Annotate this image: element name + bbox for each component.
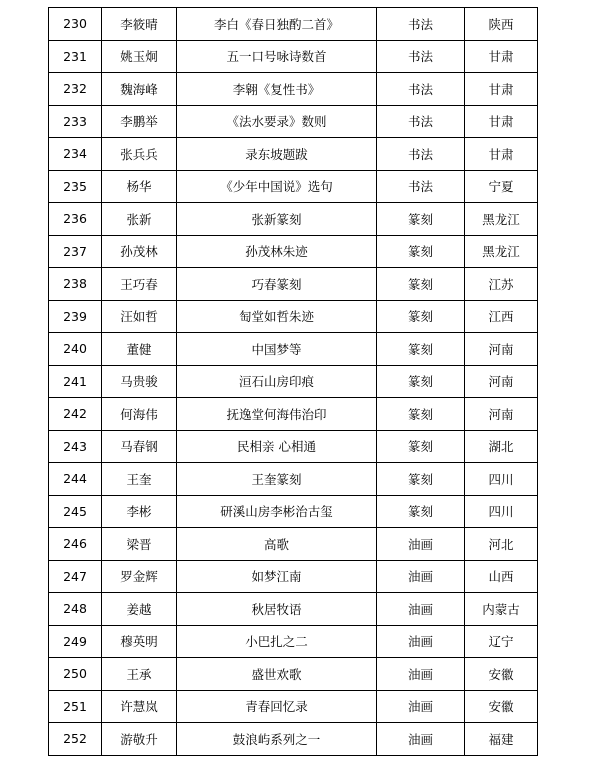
cell-number: 234 (49, 138, 102, 171)
table-row (49, 723, 538, 756)
cell-number: 251 (49, 690, 102, 723)
cell-name: 梁晋 (102, 528, 177, 561)
cell-name: 马贵骏 (102, 365, 177, 398)
cell-category: 书法 (377, 8, 465, 41)
cell-province: 甘肃 (465, 105, 538, 138)
table-row (49, 333, 538, 366)
cell-category: 书法 (377, 40, 465, 73)
cell-name: 孙茂林 (102, 235, 177, 268)
cell-province: 甘肃 (465, 40, 538, 73)
cell-category: 书法 (377, 105, 465, 138)
cell-title: 抚逸堂何海伟治印 (177, 398, 377, 431)
cell-province: 河北 (465, 528, 538, 561)
cell-category: 篆刻 (377, 235, 465, 268)
cell-name: 王承 (102, 658, 177, 691)
cell-category: 油画 (377, 560, 465, 593)
cell-title: 张新篆刻 (177, 203, 377, 236)
cell-category: 油画 (377, 658, 465, 691)
cell-title: 如梦江南 (177, 560, 377, 593)
cell-province: 河南 (465, 365, 538, 398)
cell-province: 辽宁 (465, 625, 538, 658)
cell-name: 董健 (102, 333, 177, 366)
cell-title: 巧春篆刻 (177, 268, 377, 301)
cell-title: 匋堂如哲朱迹 (177, 300, 377, 333)
cell-number: 246 (49, 528, 102, 561)
cell-category: 篆刻 (377, 495, 465, 528)
cell-title: 五一口号咏诗数首 (177, 40, 377, 73)
cell-province: 安徽 (465, 658, 538, 691)
cell-title: 王奎篆刻 (177, 463, 377, 496)
cell-province: 江西 (465, 300, 538, 333)
cell-name: 张兵兵 (102, 138, 177, 171)
cell-title: 青春回忆录 (177, 690, 377, 723)
cell-number: 242 (49, 398, 102, 431)
table-row (49, 40, 538, 73)
cell-title: 李白《春日独酌二首》 (177, 8, 377, 41)
cell-name: 姜越 (102, 593, 177, 626)
cell-number: 232 (49, 73, 102, 106)
cell-name: 杨华 (102, 170, 177, 203)
cell-category: 油画 (377, 593, 465, 626)
table-row (49, 268, 538, 301)
table-row (49, 300, 538, 333)
cell-name: 游敬升 (102, 723, 177, 756)
cell-name: 姚玉炯 (102, 40, 177, 73)
cell-title: 鼓浪屿系列之一 (177, 723, 377, 756)
cell-province: 宁夏 (465, 170, 538, 203)
table-row (49, 203, 538, 236)
cell-province: 甘肃 (465, 138, 538, 171)
cell-number: 238 (49, 268, 102, 301)
table-row (49, 593, 538, 626)
cell-name: 何海伟 (102, 398, 177, 431)
works-table (48, 7, 538, 756)
cell-province: 安徽 (465, 690, 538, 723)
table-row (49, 528, 538, 561)
cell-name: 李彬 (102, 495, 177, 528)
cell-title: 民相亲 心相通 (177, 430, 377, 463)
cell-title: 高歌 (177, 528, 377, 561)
cell-number: 230 (49, 8, 102, 41)
cell-name: 张新 (102, 203, 177, 236)
cell-number: 240 (49, 333, 102, 366)
cell-category: 篆刻 (377, 333, 465, 366)
cell-title: 秋居牧语 (177, 593, 377, 626)
table-row (49, 365, 538, 398)
cell-province: 湖北 (465, 430, 538, 463)
cell-category: 油画 (377, 723, 465, 756)
table-row (49, 105, 538, 138)
cell-number: 247 (49, 560, 102, 593)
cell-province: 福建 (465, 723, 538, 756)
cell-number: 243 (49, 430, 102, 463)
cell-number: 239 (49, 300, 102, 333)
cell-number: 249 (49, 625, 102, 658)
cell-province: 内蒙古 (465, 593, 538, 626)
cell-number: 244 (49, 463, 102, 496)
cell-title: 中国梦等 (177, 333, 377, 366)
cell-number: 241 (49, 365, 102, 398)
cell-category: 油画 (377, 528, 465, 561)
cell-province: 江苏 (465, 268, 538, 301)
cell-title: 李翱《复性书》 (177, 73, 377, 106)
cell-category: 篆刻 (377, 398, 465, 431)
table-row (49, 138, 538, 171)
cell-name: 王巧春 (102, 268, 177, 301)
cell-number: 248 (49, 593, 102, 626)
cell-category: 书法 (377, 138, 465, 171)
cell-category: 篆刻 (377, 300, 465, 333)
cell-category: 书法 (377, 73, 465, 106)
cell-category: 篆刻 (377, 203, 465, 236)
cell-province: 山西 (465, 560, 538, 593)
cell-title: 小巴扎之二 (177, 625, 377, 658)
cell-category: 篆刻 (377, 430, 465, 463)
cell-title: 盛世欢歌 (177, 658, 377, 691)
cell-title: 洹石山房印痕 (177, 365, 377, 398)
cell-name: 许慧岚 (102, 690, 177, 723)
cell-title: 录东坡题跋 (177, 138, 377, 171)
cell-name: 王奎 (102, 463, 177, 496)
cell-province: 黑龙江 (465, 203, 538, 236)
cell-number: 233 (49, 105, 102, 138)
cell-category: 油画 (377, 625, 465, 658)
cell-province: 四川 (465, 463, 538, 496)
cell-name: 汪如哲 (102, 300, 177, 333)
cell-name: 马春钢 (102, 430, 177, 463)
table-row (49, 235, 538, 268)
table-row (49, 690, 538, 723)
cell-category: 油画 (377, 690, 465, 723)
table-row (49, 625, 538, 658)
cell-province: 河南 (465, 333, 538, 366)
cell-name: 李筱晴 (102, 8, 177, 41)
table-row (49, 463, 538, 496)
cell-number: 250 (49, 658, 102, 691)
cell-number: 235 (49, 170, 102, 203)
table-row (49, 430, 538, 463)
cell-category: 篆刻 (377, 463, 465, 496)
cell-number: 245 (49, 495, 102, 528)
cell-category: 篆刻 (377, 268, 465, 301)
cell-province: 四川 (465, 495, 538, 528)
cell-name: 罗金辉 (102, 560, 177, 593)
cell-province: 河南 (465, 398, 538, 431)
cell-name: 魏海峰 (102, 73, 177, 106)
table-row (49, 658, 538, 691)
table-body (49, 8, 538, 756)
cell-number: 236 (49, 203, 102, 236)
table-row (49, 560, 538, 593)
cell-category: 篆刻 (377, 365, 465, 398)
cell-number: 231 (49, 40, 102, 73)
table-row (49, 495, 538, 528)
cell-name: 穆英明 (102, 625, 177, 658)
table-row (49, 8, 538, 41)
table-row (49, 73, 538, 106)
cell-province: 陕西 (465, 8, 538, 41)
cell-category: 书法 (377, 170, 465, 203)
cell-number: 252 (49, 723, 102, 756)
cell-number: 237 (49, 235, 102, 268)
cell-title: 研溪山房李彬治古玺 (177, 495, 377, 528)
cell-title: 《少年中国说》选句 (177, 170, 377, 203)
cell-name: 李鹏举 (102, 105, 177, 138)
table-row (49, 170, 538, 203)
cell-province: 甘肃 (465, 73, 538, 106)
cell-province: 黑龙江 (465, 235, 538, 268)
table-row (49, 398, 538, 431)
cell-title: 《法水要录》数则 (177, 105, 377, 138)
cell-title: 孙茂林朱迹 (177, 235, 377, 268)
